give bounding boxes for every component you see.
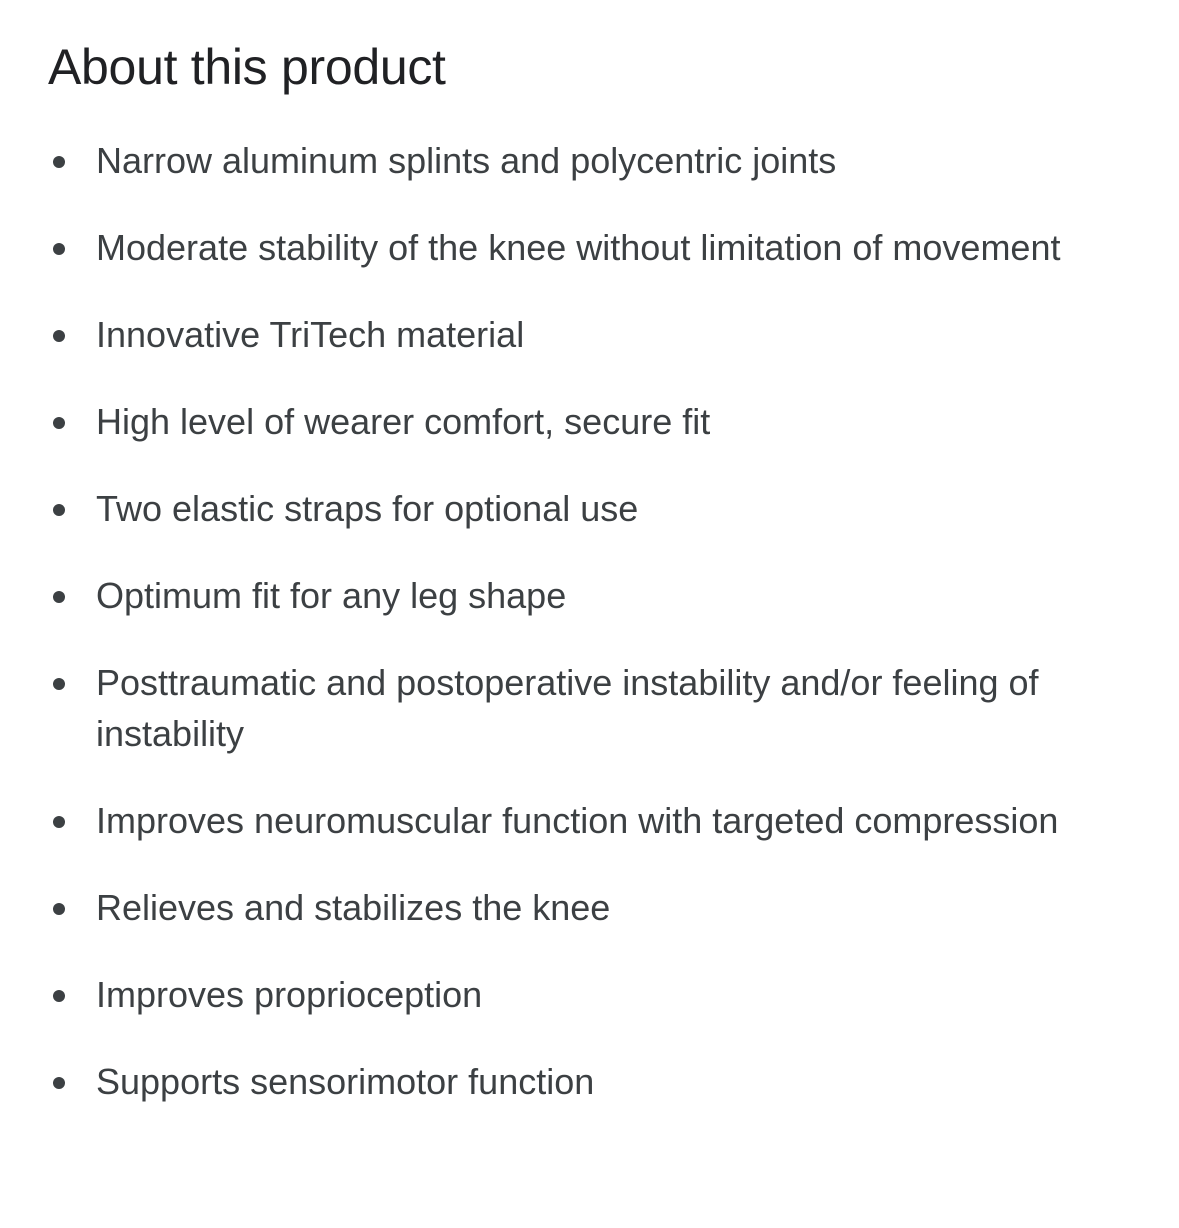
list-item-text: Posttraumatic and postoperative instability and/or feeling of instability [96,662,1039,754]
list-item-text: High level of wearer comfort, secure fit [96,401,711,442]
list-item [0,570,1179,621]
list-item-text: Improves neuromuscular function with targeted compression [96,800,1059,841]
bullet-dot-icon [53,417,65,429]
bullet-dot-icon [53,330,65,342]
list-item [0,396,1179,447]
list-item [0,795,1179,846]
list-item [0,483,1179,534]
list-item [0,222,1179,273]
list-item [0,882,1179,933]
list-item [0,1056,1179,1107]
section-title: About this product [48,39,446,95]
list-item [0,969,1179,1020]
bullet-dot-icon [53,591,65,603]
list-item-text: Innovative TriTech material [96,314,525,355]
bullet-dot-icon [53,678,65,690]
list-item-text: Narrow aluminum splints and polycentric joints [96,140,837,181]
list-item-text: Improves proprioception [96,974,483,1015]
bullet-dot-icon [53,1077,65,1089]
list-item [0,309,1179,360]
bullet-dot-icon [53,903,65,915]
bullet-dot-icon [53,816,65,828]
list-item-text: Two elastic straps for optional use [96,488,639,529]
bullet-dot-icon [53,156,65,168]
list-item-text: Optimum fit for any leg shape [96,575,567,616]
bullet-dot-icon [53,990,65,1002]
list-item [0,135,1179,186]
bullet-dot-icon [53,243,65,255]
list-item [0,657,1179,759]
list-item-text: Relieves and stabilizes the knee [96,887,611,928]
list-item-text: Supports sensorimotor function [96,1061,595,1102]
feature-list [0,135,1179,1143]
bullet-dot-icon [53,504,65,516]
list-item-text: Moderate stability of the knee without limitation of movement [96,227,1061,268]
